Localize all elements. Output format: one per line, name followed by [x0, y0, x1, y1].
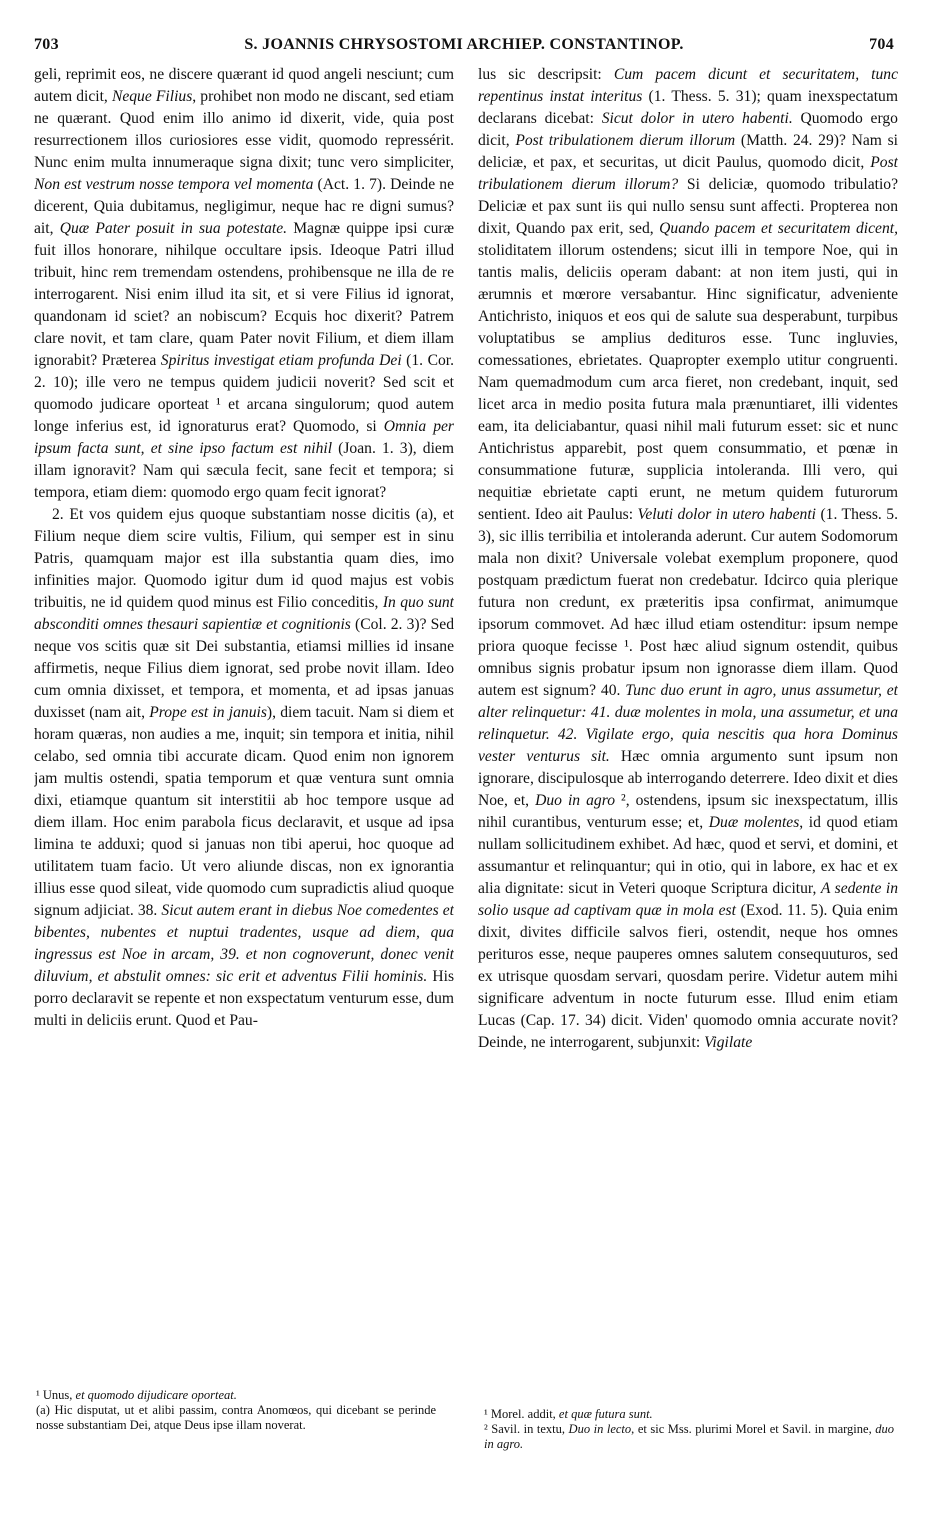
- footnote-1: ¹ Morel. addit, et quæ futura sunt.: [484, 1407, 653, 1421]
- footnote-2: ² Savil. in textu, Duo in lecto, et sic Mss. plurimi Morel et Savil. in margine, duo in agro.: [484, 1422, 894, 1451]
- paragraph-1: geli, reprimit eos, ne discere quærant id quod angeli nesciunt; cum autem dicit, Neque Filius, prohibet non modo ne discant, sed etiam ne quærant. Quod enim illo animo id dixerit, vide, quia post resurrectionem illos curiosiores esse vidit, quomodo repressérit. Nunc enim multa innumeraque signa dixit; tunc vero simpliciter, Non est vestrum nosse tempora vel momenta (Act. 1. 7). Deinde ne dicerent, Quia dubitamus, negligimur, neque hac re digni sumus? ait, Quæ Pater posuit in sua potestate. Magnæ quippe ipsi curæ fuit illos honorare, nihilque occultare ipsis. Ideoque Patri illud tribuit, hinc rem tremendam ostendens, prohibensque ne illa de re interrogarent. Nisi enim illud ita sit, et si vere Filius id ignorat, quandonam id sciet? an nobiscum? Ecquis hoc dixerit? Patrem clare novit, et tam clare, quam Pater novit Filium, et diem illam ignorabit? Præterea Spiritus investigat etiam profunda Dei (1. Cor. 2. 10); ille vero ne tempus quidem judicii noverit? Sed scit et quomodo judicare oporteat ¹ et arcana singulorum; quod autem longe inferius est, id ignoraturus erat? Quomodo, si Omnia per ipsum facta sunt, et sine ipso factum est nihil (Joan. 1. 3), diem illam ignoravit? Nam qui sæcula fecit, sane fecit et tempora; si tempora, etiam diem: quomodo ergo quam fecit ignorat?: [34, 66, 454, 501]
- right-page-number: 704: [869, 36, 894, 53]
- footnotes-left: [36, 1388, 436, 1433]
- running-title: S. JOANNIS CHRYSOSTOMI ARCHIEP. CONSTANTINOP.: [244, 36, 684, 53]
- footnote-1: ¹ Unus, et quomodo dijudicare oporteat.: [36, 1388, 237, 1402]
- left-column: [34, 64, 454, 1379]
- footnote-a: (a) Hic disputat, ut et alibi passim, contra Anomœos, qui dicebant se perinde nosse substantiam Dei, atque Deus ipse illam noverat.: [36, 1403, 436, 1432]
- paragraph-2: 2. Et vos quidem ejus quoque substantiam nosse dicitis (a), et Filium neque diem scire vultis, Filium, qui semper est in sinu Patris, quamquam major est illa substantia quam dies, imo infinities major. Quomodo igitur dum id quod majus est vobis tribuitis, ne id quidem quod minus est Filio conceditis, In quo sunt absconditi omnes thesauri sapientiæ et cognitionis (Col. 2. 3)? Sed neque vos scitis quæ sit Dei substantia, etiamsi millies id insane affirmetis, neque Filius diem ignorat, sed probe novit illam. Ideo cum omnia dixisset, et tempora, et momenta, et ad ipsas januas duxisset (nam ait, Prope est in januis), diem tacuit. Nam si diem et horam quæras, non audies a me, inquit; sin tempora et initia, nihil celabo, sed omnia tibi accurate dicam. Quod enim non ignorem jam multis ostendi, spatia temporum et quæ ventura sunt omnia dixi, etiamque quantum sit interstitii ab hoc tempore usque ad diem illam. Hoc enim parabola ficus declaravit, et usque ad ipsa limina te adduxi; quod si januas non tibi aperui, hoc quoque ad utilitatem tuam facio. Ut vero aliunde discas, non ex ignorantia illius esse quod sileat, vide quomodo cum supradictis aliud quoque signum adjiciat. 38. Sicut autem erant in diebus Noe comedentes et bibentes, nubentes et nuptui tradentes, usque ad diem, qua ingressus est Noe in arcam, 39. et non cognoverunt, donec venit diluvium, et abstulit omnes: sic erit et adventus Filii hominis. His porro declaravit se repente et non exspectatum venturum esse, dum multi in deliciis erunt. Quod et Pau-: [34, 506, 454, 1029]
- left-page-number: 703: [34, 36, 59, 53]
- paragraph-3: lus sic descripsit: Cum pacem dicunt et securitatem, tunc repentinus instat interitus (1. Thess. 5. 31); quam inexspectatum declarans dicebat: Sicut dolor in utero habenti. Quomodo ergo dicit, Post tribulationem dierum illorum (Matth. 24. 29)? Nam si deliciæ, et pax, et securitas, ut dicit Paulus, quomodo dicit, Post tribulationem dierum illorum? Si deliciæ, quomodo tribulatio? Deliciæ et pax sunt iis qui nullo sensu sunt affecti. Propterea non dixit, Quando pax erit, sed, Quando pacem et securitatem dicent, stoliditatem illorum ostendens; sicut illi in tempore Noe, qui in tantis malis, deliciis operam dabant: at non item justi, qui in ærumnis et mœrore versabantur. Hinc significatur, adveniente Antichristo, iniquos et eos qui de salute sua desperabunt, turpibus voluptatibus se amplius dedituros esse. Tunc ingluvies, comessationes, ebrietates. Quapropter exemplo utitur congruenti. Nam quemadmodum cum arca fieret, non credebant, inquit, sed licet arca in medio posita futura mala prænuntiaret, illi videntes eam, ita deliciabantur, quasi nihil mali futurum esset: sic et nunc Antichristus apparebit, post quem consummatio, et pœnæ in consummatione futuræ, supplicia intoleranda. Illi vero, qui nequitiæ ebrietate capti erunt, ne metum quidem futurorum sentient. Ideo ait Paulus: Veluti dolor in utero habenti (1. Thess. 5. 3), sic illis terribilia et intoleranda aderunt. Cur autem Sodomorum mala non dixit? Universale volebat exemplum proponere, quod postquam prædictum fuerat non credebatur. Idcirco quia plerique futura non credunt, ex præteritis ipsa confirmat, animumque ipsorum commovet. Ad hæc illud etiam ostenditur: ipsum nempe priora quoque fecisse ¹. Post hæc aliud signum ostendit, quibus omnibus signis probatur ipsum non ignorasse diem illam. Quod autem est signum? 40. Tunc duo erunt in agro, unus assumetur, et alter relinquetur: 41. duæ molentes in mola, una assumetur, et una relinquetur. 42. Vigilate ergo, quia nescitis qua hora Dominus vester venturus sit. Hæc omnia argumento sunt ipsum non ignorare, discipulosque ab interrogando deterrere. Ideo dixit et dies Noe, et, Duo in agro ², ostendens, ipsum sic inexspectatum, illis nihil curantibus, venturum esse; et, Duæ molentes, id quod etiam nullam sollicitudinem exhibet. Ad hæc, quod et servi, et domini, et assumantur et relinquantur; qui in otio, qui in labore, ex hac et ex alia dignitate: sicut in Veteri quoque Scriptura dicitur, A sedente in solio usque ad captivam quæ in mola est (Exod. 11. 5). Quia enim dixit, divites difficile salvos fieri, ostendit, neque hos omnes perituros esse, neque pauperes omnes salutem consequuturos, sed ex utrisque quosdam servari, quosdam perire. Videtur autem mihi significare adventum in nocte futurum esse. Illud enim etiam Lucas (Cap. 17. 34) dicit. Viden' quomodo omnia accurate novit? Deinde, ne interrogarent, subjunxit: Vigilate: [478, 66, 898, 1051]
- footnotes-right: [484, 1407, 894, 1452]
- running-header: [34, 36, 894, 62]
- right-column: [478, 64, 898, 1379]
